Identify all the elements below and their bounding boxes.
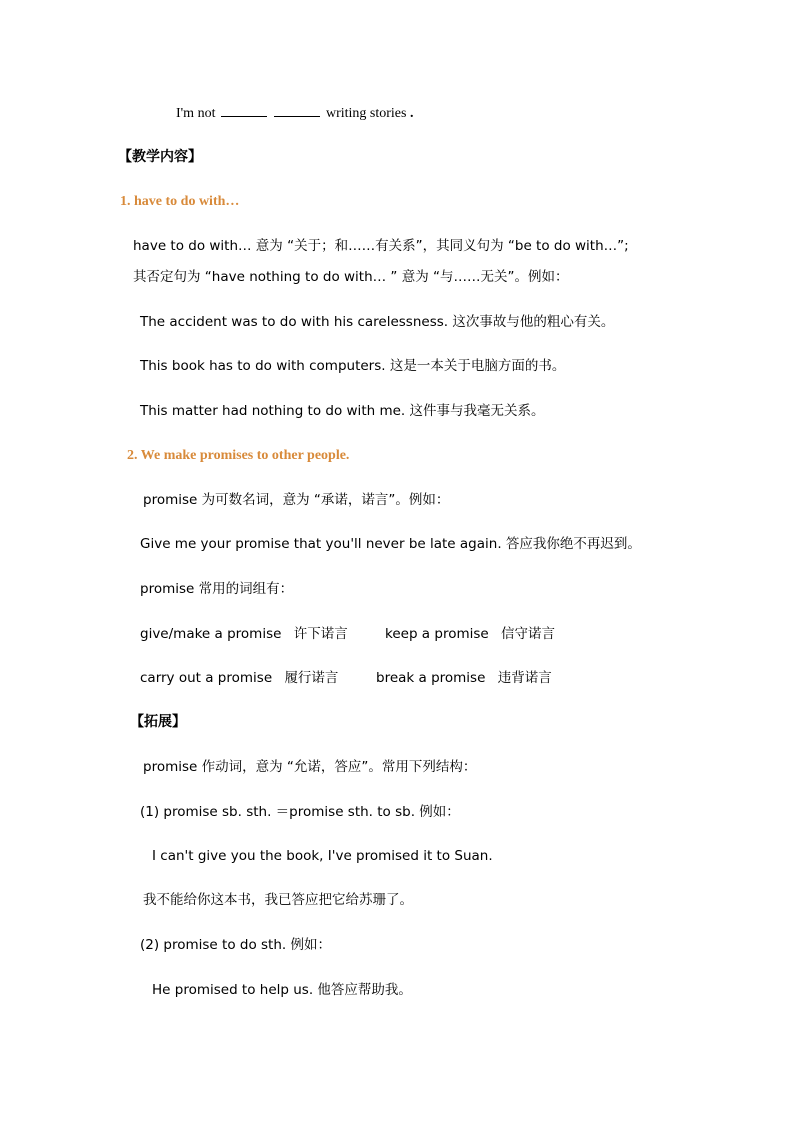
promise-noun-explanation: promise 为可数名词，意为 “承诺，诺言”。例如： <box>143 492 450 508</box>
example-sentence-5: I can't give you the book, I've promised it to Suan. <box>152 848 493 864</box>
phrase-break <box>376 669 552 687</box>
phrase-cn: 违背诺言 <box>497 670 552 686</box>
example-sentence-1: The accident was to do with his carelessness. 这次事故与他的粗心有关。 <box>140 314 615 330</box>
point-2-title: 2. We make promises to other people. <box>127 448 350 463</box>
example-sentence-6: He promised to help us. 他答应帮助我。 <box>152 982 412 998</box>
phrase-give-make <box>140 625 348 643</box>
structure-2: (2) promise to do sth. 例如： <box>140 937 331 953</box>
example-sentence-2: This book has to do with computers. 这是一本关于电脑方面的书。 <box>140 358 566 374</box>
phrase-en: keep a promise <box>385 626 489 642</box>
blank-line-prefix: I'm not <box>176 106 216 121</box>
point-1-explanation-line-1: have to do with… 意为 “关于；和……有关系”，其同义句为 “be to do with…”; <box>133 238 629 254</box>
phrase-cn: 履行诺言 <box>284 670 339 686</box>
answer-blank-2[interactable] <box>274 103 320 117</box>
promise-verb-explanation: promise 作动词，意为 “允诺，答应”。常用下列结构： <box>143 759 477 775</box>
point-1-explanation-line-2: 其否定句为 “have nothing to do with… ” 意为 “与……无关”。例如： <box>133 269 569 285</box>
fill-in-blank-line: I'm not writing stories . <box>176 103 413 123</box>
phrase-en: break a promise <box>376 670 486 686</box>
phrases-intro: promise 常用的词组有： <box>140 581 294 597</box>
section-heading-extension: 【拓展】 <box>130 714 186 730</box>
phrase-en: carry out a promise <box>140 670 273 686</box>
example-sentence-3: This matter had nothing to do with me. 这件事与我毫无关系。 <box>140 403 545 419</box>
section-heading-teaching-content: 【教学内容】 <box>118 149 202 165</box>
phrase-en: give/make a promise <box>140 626 282 642</box>
phrase-keep <box>385 625 555 643</box>
phrase-carry-out <box>140 669 338 687</box>
phrase-cn: 许下诺言 <box>293 626 348 642</box>
blank-line-suffix: writing stories <box>325 106 407 121</box>
structure-1: (1) promise sb. sth. ＝promise sth. to sb. 例如： <box>140 804 460 820</box>
phrase-cn: 信守诺言 <box>501 626 555 642</box>
answer-blank-1[interactable] <box>221 103 267 117</box>
point-1-title: 1. have to do with… <box>120 194 240 209</box>
example-sentence-5-translation: 我不能给你这本书，我已答应把它给苏珊了。 <box>143 892 413 908</box>
example-sentence-4: Give me your promise that you'll never be late again. 答应我你绝不再迟到。 <box>140 536 641 552</box>
